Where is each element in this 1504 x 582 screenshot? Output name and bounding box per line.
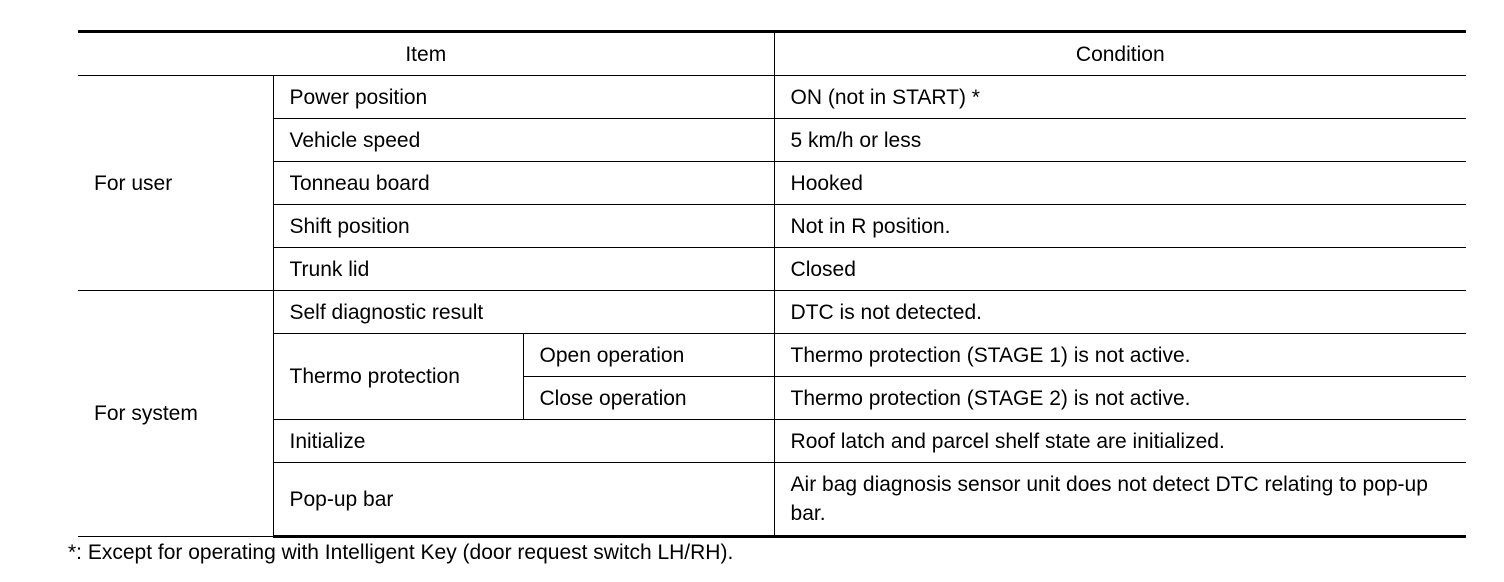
item-cell: Thermo protection	[273, 334, 523, 420]
item-cell: Pop-up bar	[273, 463, 774, 537]
condition-cell: Hooked	[774, 162, 1466, 205]
condition-cell: Not in R position.	[774, 205, 1466, 248]
item-cell: Initialize	[273, 420, 774, 463]
header-row	[78, 32, 1466, 76]
item-cell: Vehicle speed	[273, 119, 774, 162]
group-for-system: For system	[78, 291, 273, 537]
condition-cell: Thermo protection (STAGE 2) is not active.	[774, 377, 1466, 420]
table-row	[78, 248, 1466, 291]
condition-cell: Thermo protection (STAGE 1) is not active.	[774, 334, 1466, 377]
condition-cell: ON (not in START) *	[774, 76, 1466, 119]
item-cell: Power position	[273, 76, 774, 119]
table-row	[78, 291, 1466, 334]
item-cell: Trunk lid	[273, 248, 774, 291]
table-row	[78, 420, 1466, 463]
table-row	[78, 119, 1466, 162]
header-item: Item	[78, 32, 774, 76]
condition-cell: Air bag diagnosis sensor unit does not detect DTC relating to pop-up bar.	[774, 463, 1466, 537]
item-cell: Shift position	[273, 205, 774, 248]
table-row	[78, 162, 1466, 205]
condition-cell: 5 km/h or less	[774, 119, 1466, 162]
condition-table	[78, 30, 1466, 538]
subitem-cell: Close operation	[523, 377, 774, 420]
condition-cell: Roof latch and parcel shelf state are initialized.	[774, 420, 1466, 463]
item-cell: Tonneau board	[273, 162, 774, 205]
table-row	[78, 205, 1466, 248]
table-row	[78, 76, 1466, 119]
group-for-user: For user	[78, 76, 273, 291]
item-cell: Self diagnostic result	[273, 291, 774, 334]
footnote: *: Except for operating with Intelligent Key (door request switch LH/RH).	[68, 541, 734, 564]
table-row	[78, 334, 1466, 377]
condition-cell: DTC is not detected.	[774, 291, 1466, 334]
subitem-cell: Open operation	[523, 334, 774, 377]
header-condition: Condition	[774, 32, 1466, 76]
table-row	[78, 463, 1466, 537]
condition-cell: Closed	[774, 248, 1466, 291]
